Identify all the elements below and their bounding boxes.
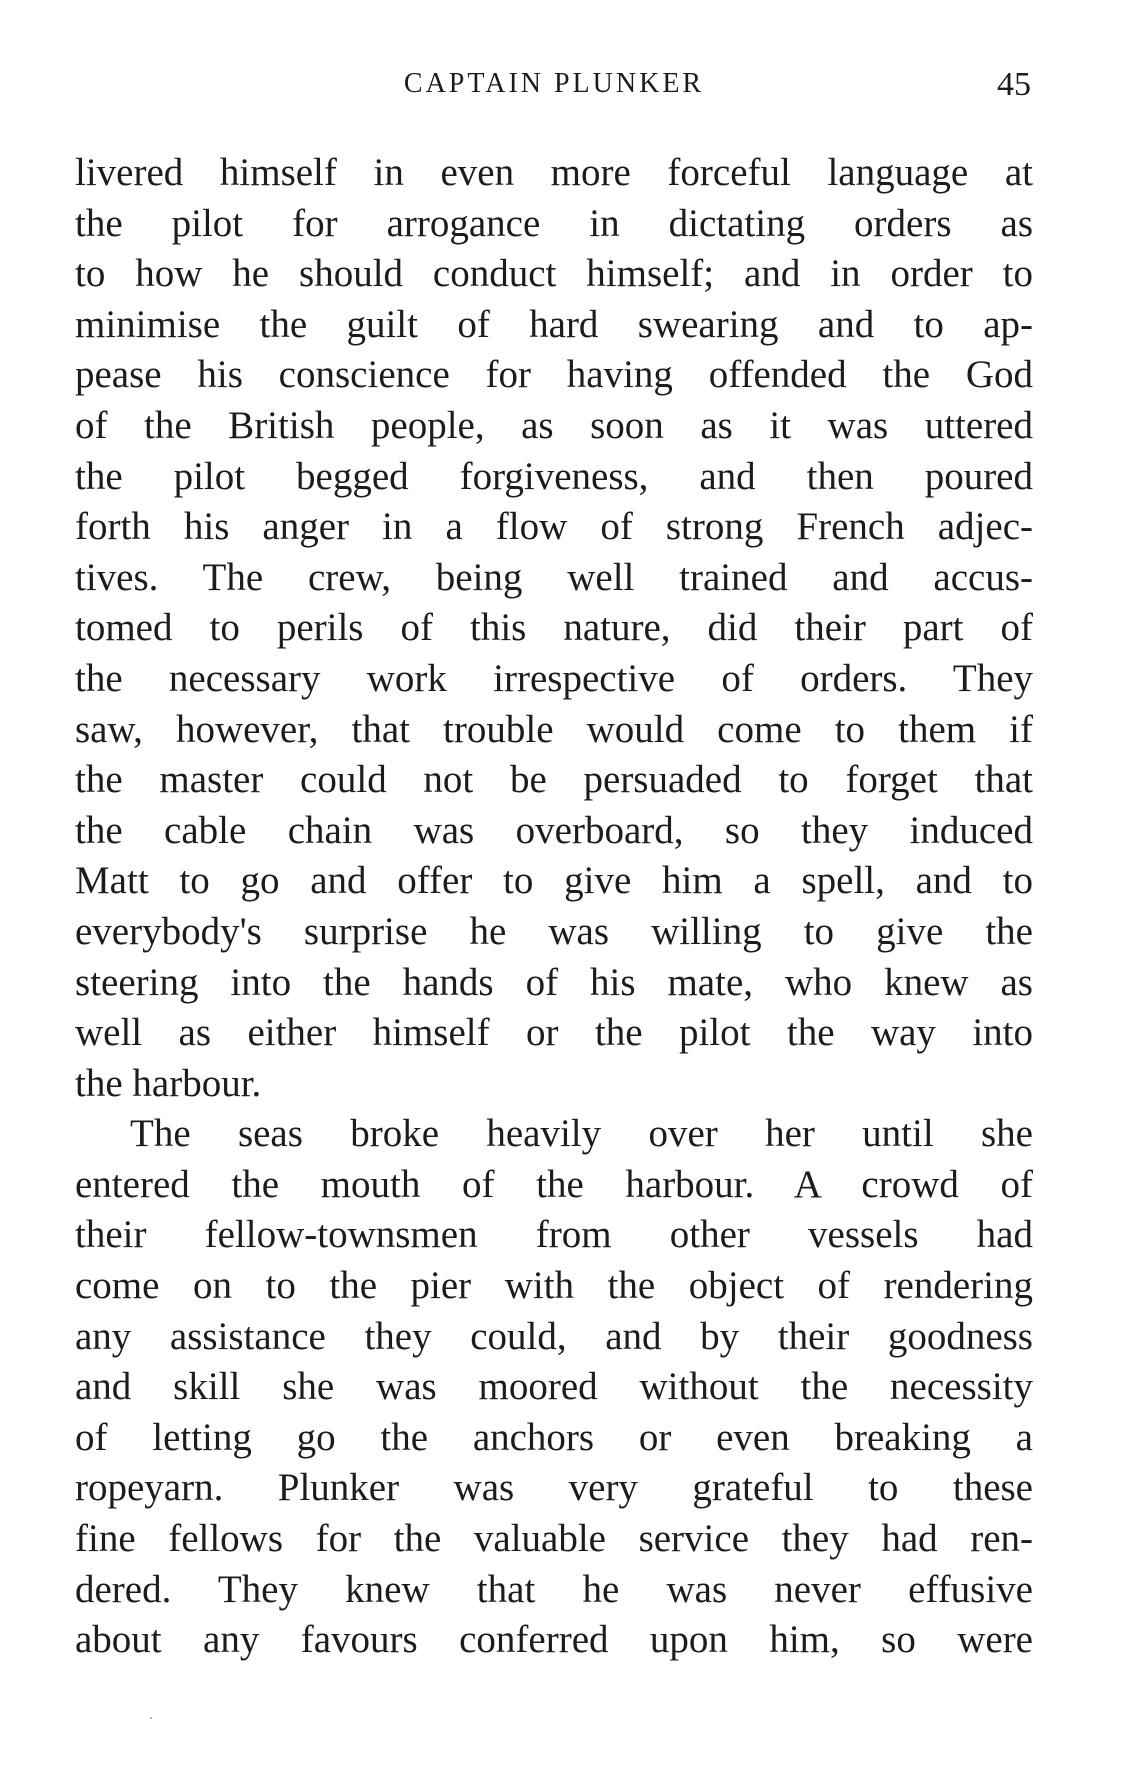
- body-text: [75, 148, 1033, 1666]
- text-line: Matt to go and offer to give him a spell, and to: [75, 859, 1033, 903]
- page-number: 45: [997, 66, 1031, 103]
- text-line: forth his anger in a flow of strong French adjec-: [75, 505, 1033, 549]
- text-line: tives. The crew, being well trained and accus-: [75, 555, 1033, 599]
- text-line: tomed to perils of this nature, did their part of: [75, 606, 1033, 650]
- text-line: everybody's surprise he was willing to give the: [75, 909, 1033, 953]
- text-line: to how he should conduct himself; and in order to: [75, 252, 1033, 296]
- text-line: the pilot for arrogance in dictating orders as: [75, 201, 1033, 245]
- text-line: the necessary work irrespective of orders. They: [75, 656, 1033, 700]
- text-line: ropeyarn. Plunker was very grateful to these: [75, 1466, 1033, 1510]
- paragraph-start-line: The seas broke heavily over her until she: [130, 1112, 1033, 1156]
- text-line: about any favours conferred upon him, so were: [75, 1618, 1033, 1662]
- text-line: dered. They knew that he was never effusive: [75, 1567, 1033, 1611]
- text-line: of letting go the anchors or even breaking a: [75, 1415, 1033, 1459]
- paper-speck: [150, 1717, 152, 1719]
- paragraph-end-line: the harbour.: [75, 1061, 262, 1105]
- text-line: entered the mouth of the harbour. A crowd of: [75, 1162, 1033, 1206]
- text-line: fine fellows for the valuable service they had ren-: [75, 1517, 1033, 1561]
- text-line: livered himself in even more forceful language at: [75, 151, 1033, 194]
- text-line: well as either himself or the pilot the way into: [75, 1011, 1033, 1055]
- text-line: the cable chain was overboard, so they induced: [75, 808, 1033, 852]
- text-line: pease his conscience for having offended the God: [75, 353, 1033, 397]
- text-line: saw, however, that trouble would come to them if: [75, 707, 1033, 751]
- text-line: their fellow-townsmen from other vessels had: [75, 1213, 1033, 1257]
- text-line: steering into the hands of his mate, who knew as: [75, 960, 1033, 1004]
- text-line: minimise the guilt of hard swearing and to ap-: [75, 302, 1033, 346]
- running-header: [75, 62, 1033, 112]
- text-line: and skill she was moored without the necessity: [75, 1365, 1033, 1409]
- text-line: the pilot begged forgiveness, and then poured: [75, 454, 1033, 498]
- text-line: the master could not be persuaded to forget that: [75, 758, 1033, 802]
- running-title: CAPTAIN PLUNKER: [403, 68, 705, 99]
- text-line: of the British people, as soon as it was uttered: [75, 403, 1033, 447]
- text-line: come on to the pier with the object of rendering: [75, 1264, 1033, 1308]
- text-line: any assistance they could, and by their goodness: [75, 1314, 1033, 1358]
